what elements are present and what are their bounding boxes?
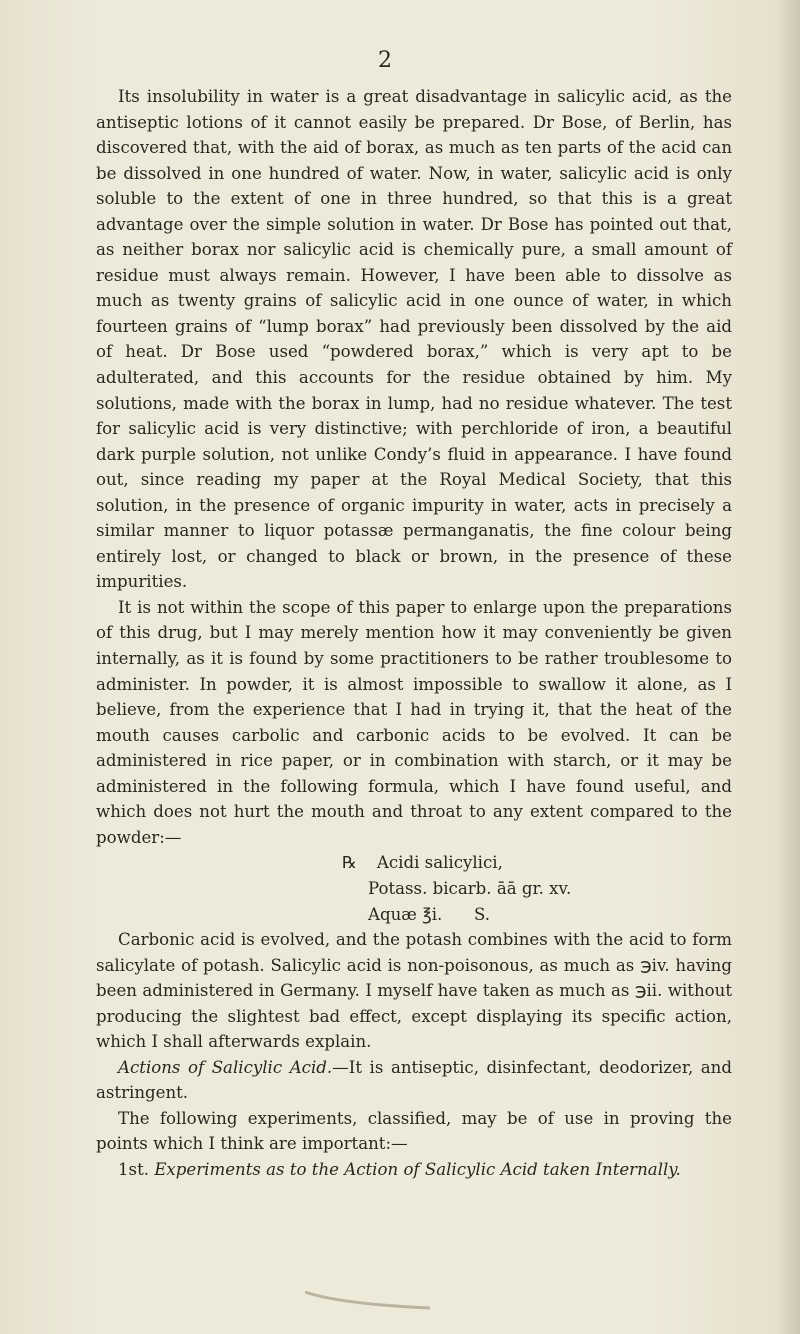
actions-description: —It is antiseptic, disinfectant, deodorizer, and astringent. xyxy=(96,1057,732,1103)
formula-acid: Acidi salicylici, xyxy=(376,853,503,873)
paragraph-borax-solubility: Its insolubility in water is a great disadvantage in salicylic acid, as the antiseptic lotions of it cannot easily be prepared. Dr Bose, of Berlin, has discovered that, with the aid of borax, as much as ten parts of the acid can be dissolved in one hundred of water. Now, in water, salicylic acid is only soluble to the extent of one in three hundred, so that this is a great advantage over the simple solution in water. Dr Bose has pointed out that, as neither borax nor salicylic acid is chemically pure, a small amount of residue must always remain. However, I have been able to dissolve as much as twenty grains of salicylic acid in one ounce of water, in which fourteen grains of “lump borax” had previously been dissolved by the aid of heat. Dr Bose used “powdered borax,” which is very apt to be adulterated, and this accounts for the residue obtained by him. My solutions, made with the borax in lump, had no residue whatever. The test for salicylic acid is very distinctive; with perchloride of iron, a beautiful dark purple solution, not unlike Condy’s fluid in appearance. I have found out, since reading my paper at the Royal Medical Society, that this solution, in the presence of organic impurity in water, acts in precisely a similar manner to liquor potassæ permanganatis, the fine colour being entirely lost, or changed to black or brown, in the presence of these impurities. xyxy=(96,87,732,592)
prescription-symbol-icon: ℞ xyxy=(342,853,357,873)
body-text xyxy=(96,84,732,1183)
paragraph-actions xyxy=(96,1055,732,1106)
formula-line-1 xyxy=(96,850,732,876)
experiment-number: 1st. xyxy=(118,1159,150,1179)
experiment-heading: Experiments as to the Action of Salicylic Acid taken Internally. xyxy=(154,1159,681,1179)
page-number: 2 xyxy=(378,48,392,73)
paragraph-carbonic-acid: Carbonic acid is evolved, and the potash combines with the acid to form salicylate of potash. Salicylic acid is non-poisonous, as much as ℈iv. having been administered in Germany. I myself have taken as much as ℈ii. without producing the slightest bad effect, except displaying its specific action, which I shall afterwards explain. xyxy=(96,930,732,1052)
paragraph-internal-administration: It is not within the scope of this paper to enlarge upon the preparations of this drug, but I may merely mention how it may conveniently be given internally, as it is found by some practitioners to be rather troublesome to administer. In powder, it is almost impossible to swallow it alone, as I believe, from the experience that I had in trying it, that the heat of the mouth causes carbolic and carbonic acids to be evolved. It can be administered in rice paper, or in combination with starch, or it may be administered in the following formula, which I have found useful, and which does not hurt the mouth and throat to any extent compared to the powder:— xyxy=(96,597,732,847)
paragraph-first-experiments xyxy=(96,1157,732,1183)
formula-line-3: Aquæ ℥i. S. xyxy=(368,904,491,924)
prescription-formula xyxy=(96,850,732,927)
page-edge-shadow xyxy=(776,0,800,1334)
paragraph-experiments-intro: The following experiments, classified, may be of use in proving the points which I think are important:— xyxy=(96,1108,732,1154)
page-fold-mark xyxy=(300,1290,440,1310)
formula-line-2: Potass. bicarb. āā gr. xv. xyxy=(368,878,572,898)
section-heading-actions: Actions of Salicylic Acid. xyxy=(118,1057,333,1077)
